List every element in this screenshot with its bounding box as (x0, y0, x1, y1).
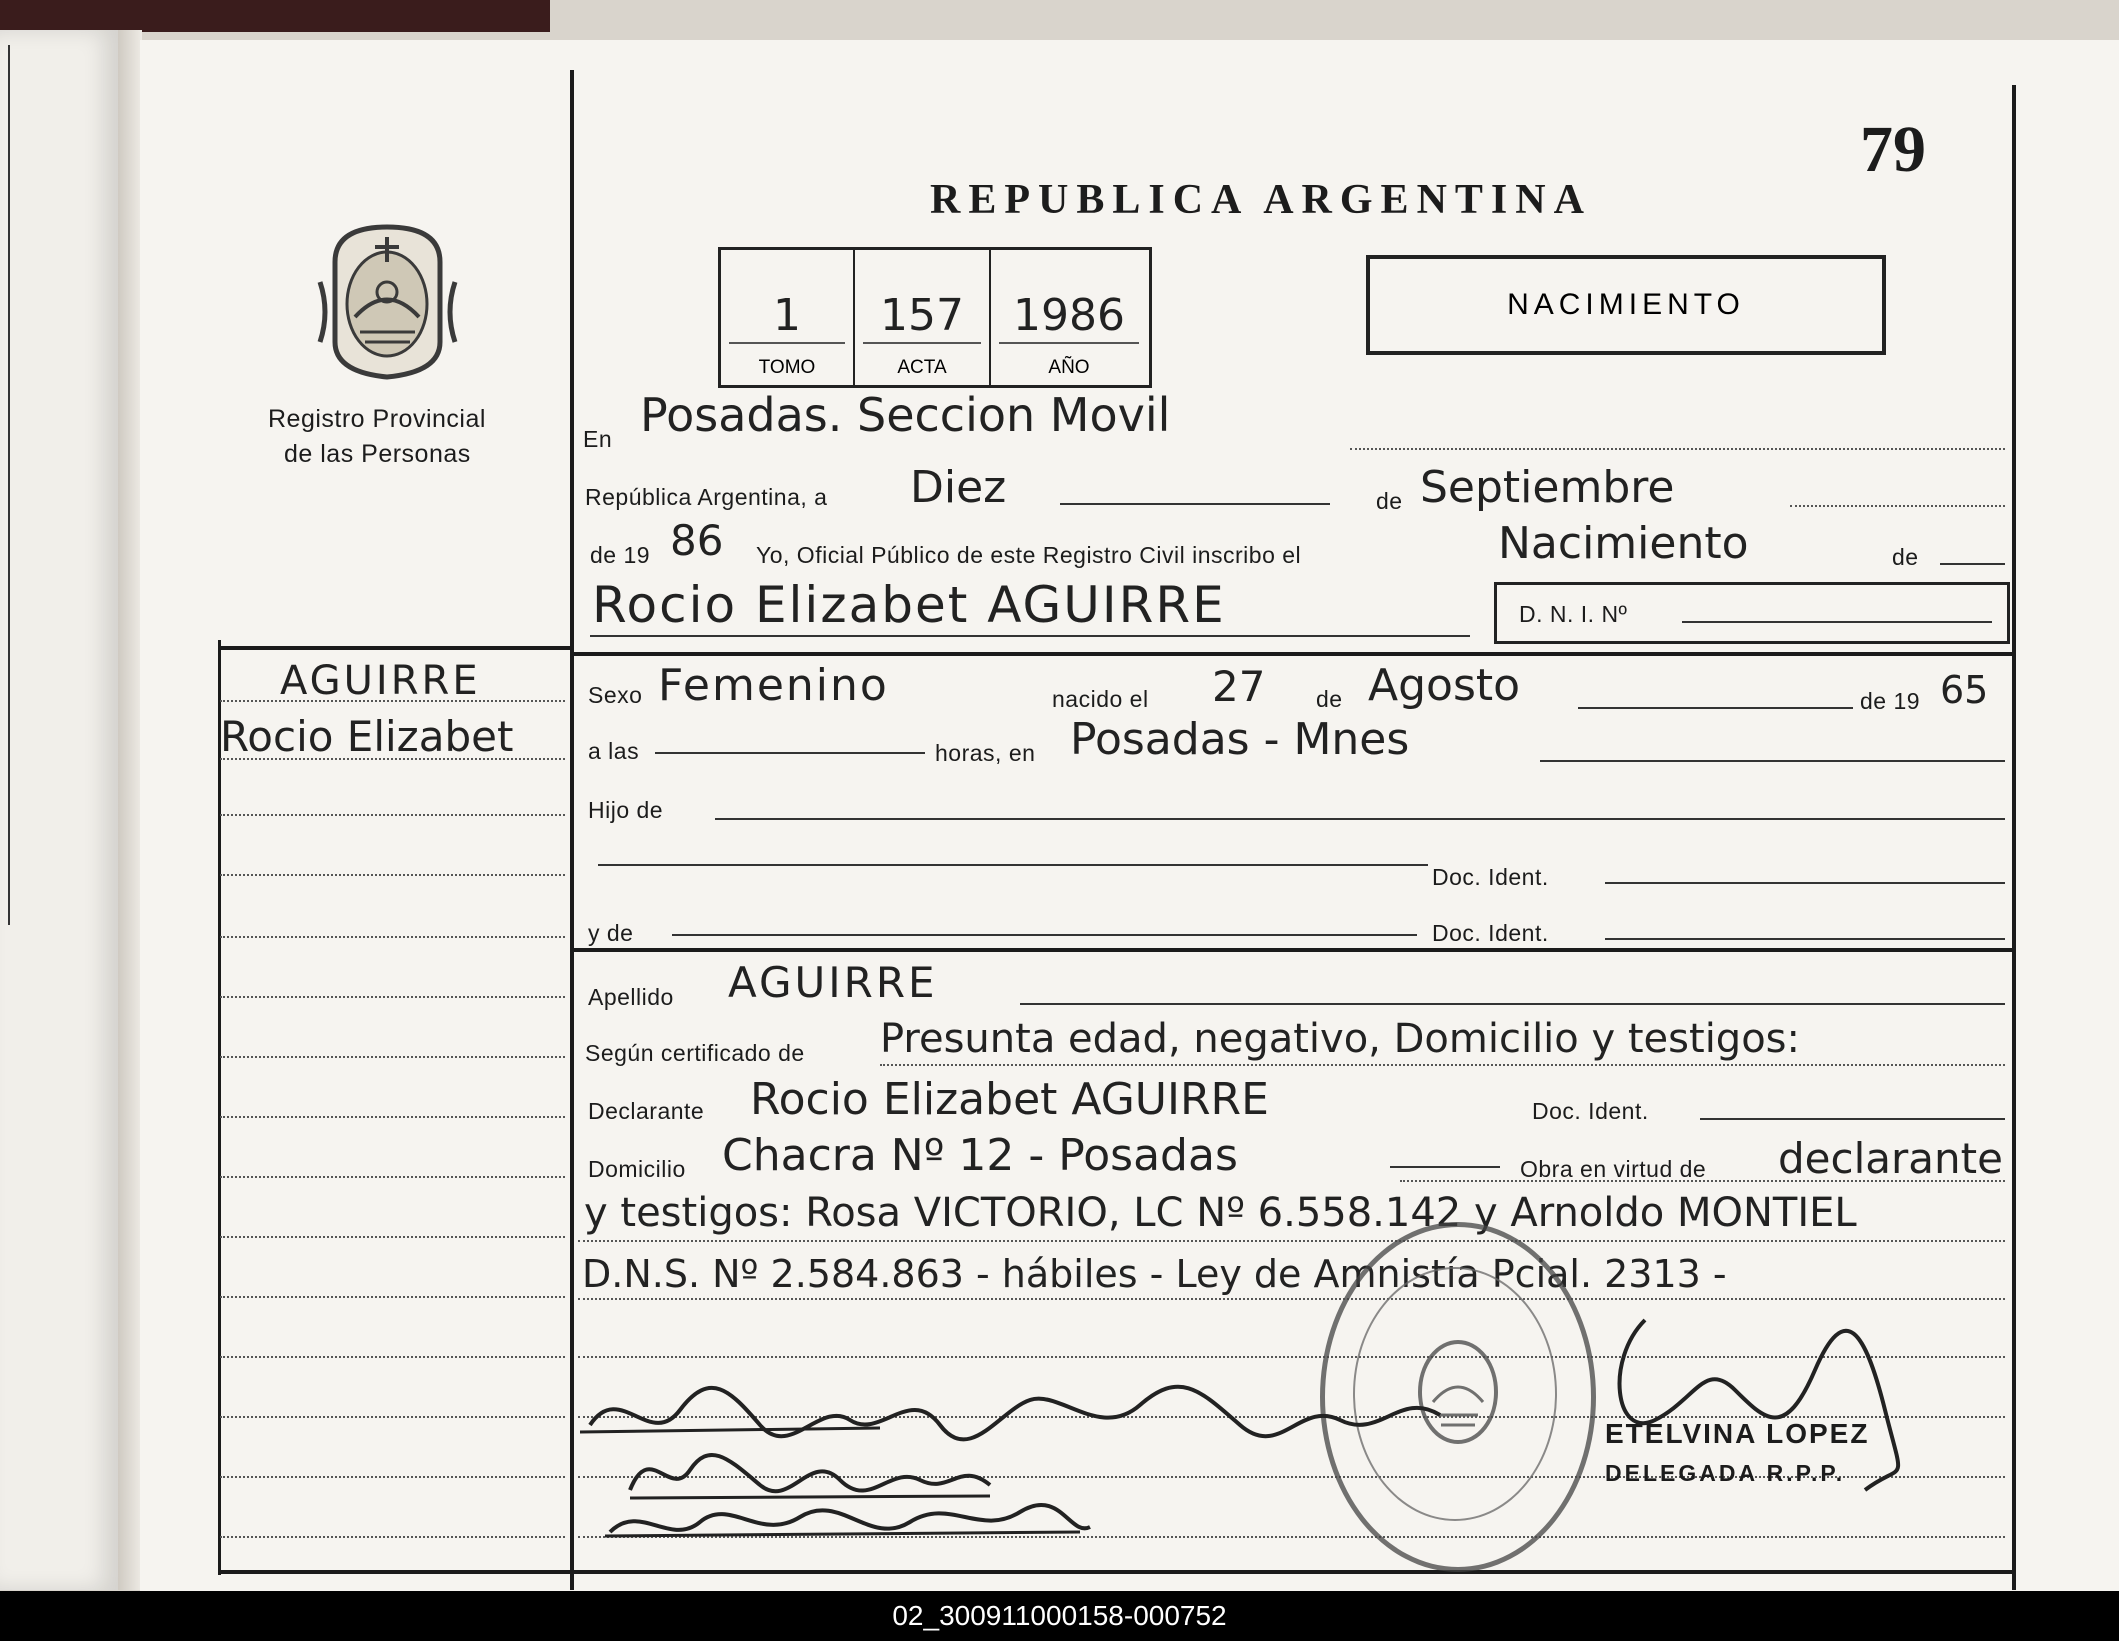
a-las-label: a las (588, 738, 640, 764)
yo-oficial-text: Yo, Oficial Público de este Registro Civil inscribo el (756, 542, 1302, 568)
margin-line (220, 700, 565, 702)
doc-ident-label-3: Doc. Ident. (1532, 1098, 1649, 1124)
tomo-cell (721, 250, 855, 385)
sexo-label: Sexo (588, 682, 643, 708)
hijo-label: Hijo de (588, 797, 664, 823)
obra-label: Obra en virtud de (1520, 1156, 1707, 1182)
province-emblem-icon (315, 222, 460, 382)
act-line (1940, 563, 2005, 565)
margin-line (220, 1416, 565, 1418)
book-gutter (118, 30, 142, 1590)
registry-name-line1: Registro Provincial (268, 405, 486, 433)
en-value: Posadas. Seccion Movil (640, 388, 1171, 442)
left-facing-page (0, 30, 120, 1590)
month-value: Septiembre (1420, 462, 1675, 513)
year-prefix: de 19 (590, 542, 651, 568)
form-bottom-rule (574, 1570, 2014, 1574)
birth-place: Posadas - Mnes (1070, 714, 1410, 765)
ano-value: 1986 (1013, 290, 1125, 341)
obra-line-2-rule (578, 1240, 2005, 1242)
act-value: Nacimiento (1498, 518, 1749, 569)
person-name-line (590, 635, 1470, 637)
doc-ident-line-2 (1605, 938, 2005, 940)
page-number: 79 (1860, 113, 1926, 186)
dni-line (1682, 621, 1992, 623)
margin-line (220, 936, 565, 938)
birth-month: Agosto (1368, 660, 1521, 711)
dni-label: D. N. I. Nº (1519, 601, 1628, 627)
domicilio-line (1390, 1166, 1500, 1168)
declarante-value: Rocio Elizabet AGUIRRE (750, 1074, 1269, 1125)
sexo-value: Femenino (658, 660, 889, 711)
margin-line (220, 814, 565, 816)
section-rule-1 (574, 652, 2014, 656)
dni-box (1494, 582, 2010, 644)
hijo-line (715, 818, 2005, 820)
background-corner (0, 0, 550, 32)
republica-label: República Argentina, a (585, 484, 828, 510)
tomo-label: TOMO (758, 357, 816, 378)
person-name: Rocio Elizabet AGUIRRE (592, 576, 1226, 634)
day-line (1060, 503, 1330, 505)
birth-month-line (1578, 707, 1853, 709)
act-de-label: de (1892, 544, 1919, 570)
doc-ident-line-1 (1605, 882, 2005, 884)
en-line (1350, 448, 2005, 450)
section-rule-2 (574, 948, 2014, 952)
doc-ident-label-1: Doc. Ident. (1432, 864, 1549, 890)
apellido-value: AGUIRRE (728, 958, 938, 1007)
horas-label: horas, en (935, 740, 1036, 766)
declarante-label: Declarante (588, 1098, 705, 1124)
y-de-label: y de (588, 920, 634, 946)
right-border (2012, 85, 2016, 1590)
margin-line (220, 1116, 565, 1118)
margin-given-names: Rocio Elizabet (220, 712, 514, 761)
signature-officer (1585, 1300, 1925, 1500)
apellido-line (1020, 1003, 2005, 1005)
y-de-line (672, 934, 1417, 936)
domicilio-label: Domicilio (588, 1156, 686, 1182)
tomo-value: 1 (773, 290, 801, 341)
doc-ident-line-3 (1700, 1118, 2005, 1120)
scan-id-footer: 02_300911000158-000752 (0, 1591, 2119, 1641)
ano-cell (991, 250, 1147, 385)
officer-title: DELEGADA R.P.P. (1605, 1460, 1846, 1486)
margin-surname: AGUIRRE (280, 658, 481, 704)
margin-line (220, 1176, 565, 1178)
obra-line (1400, 1180, 2005, 1182)
margin-line (220, 758, 565, 760)
margin-line (220, 1536, 565, 1538)
acta-value: 157 (880, 290, 964, 341)
officer-name: ETELVINA LOPEZ (1605, 1418, 1870, 1449)
birth-year: 65 (1940, 668, 1989, 712)
month-line (1790, 505, 2005, 507)
record-type-box: NACIMIENTO (1366, 255, 1886, 355)
birth-month-de: de (1316, 686, 1343, 712)
domicilio-value: Chacra Nº 12 - Posadas (722, 1130, 1238, 1181)
en-label: En (583, 426, 613, 452)
nacido-label: nacido el (1052, 686, 1149, 712)
left-margin-rule (218, 640, 221, 1575)
margin-line (220, 1356, 565, 1358)
acta-label: ACTA (897, 357, 947, 378)
margin-line (220, 1236, 565, 1238)
margin-line (220, 874, 565, 876)
obra-line-3: D.N.S. Nº 2.584.863 - hábiles - Ley de Amnistía Pcial. 2313 - (582, 1252, 1727, 1296)
margin-line (220, 996, 565, 998)
apellido-label: Apellido (588, 984, 674, 1010)
birth-day: 27 (1212, 662, 1266, 711)
reference-boxes (718, 247, 1152, 388)
signature-witness-2 (600, 1492, 1100, 1562)
hijo-line-2 (598, 864, 1428, 866)
margin-line (220, 1296, 565, 1298)
obra-value: declarante (1778, 1134, 2003, 1183)
country-title: REPUBLICA ARGENTINA (930, 177, 1592, 223)
margin-line (220, 1056, 565, 1058)
day-value: Diez (910, 462, 1007, 513)
obra-line-2: y testigos: Rosa VICTORIO, LC Nº 6.558.142 y Arnoldo MONTIEL (584, 1190, 1857, 1236)
registry-name-line2: de las Personas (284, 440, 471, 468)
column-divider (570, 70, 574, 1590)
margin-line (220, 1476, 565, 1478)
segun-line (880, 1064, 2005, 1066)
acta-cell (855, 250, 991, 385)
year-value: 86 (670, 516, 724, 565)
birth-year-prefix: de 19 (1860, 688, 1921, 714)
ano-label: AÑO (1048, 357, 1090, 378)
segun-value: Presunta edad, negativo, Domicilio y testigos: (880, 1016, 1800, 1062)
month-de-label: de (1376, 488, 1403, 514)
doc-ident-label-2: Doc. Ident. (1432, 920, 1549, 946)
margin-top-rule (218, 646, 570, 650)
birth-place-line (1540, 760, 2005, 762)
segun-label: Según certificado de (585, 1040, 805, 1066)
margin-bottom-rule (218, 1570, 570, 1574)
hour-line (655, 752, 925, 754)
